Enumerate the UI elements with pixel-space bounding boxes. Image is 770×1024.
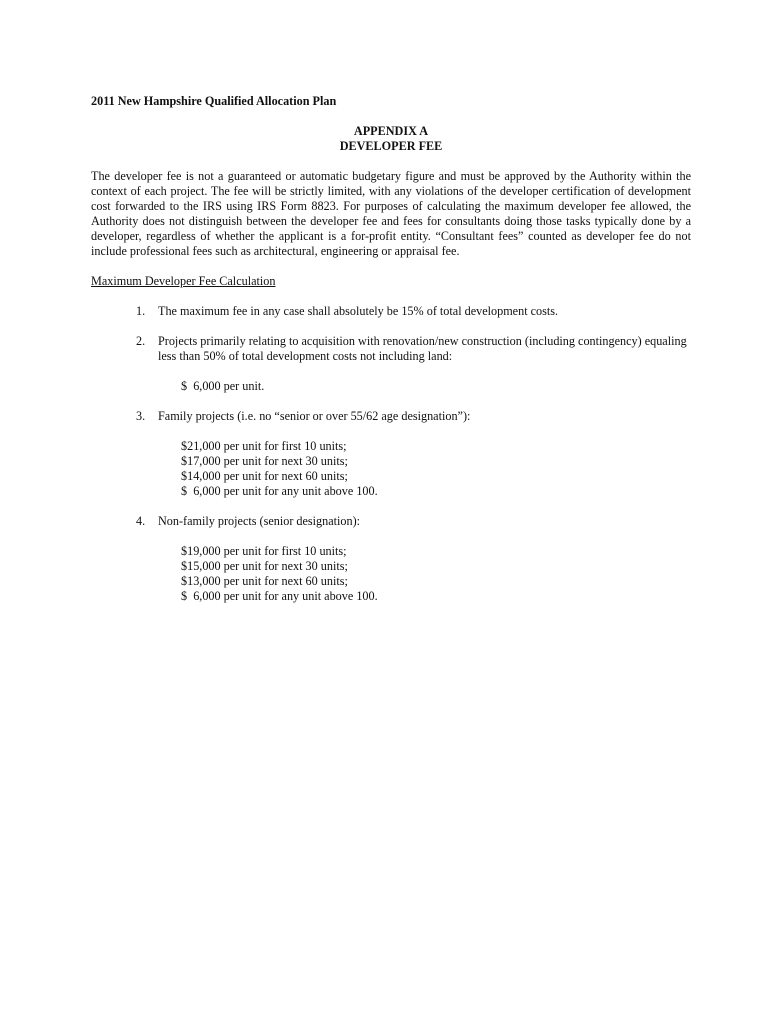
fee-line: $ 6,000 per unit for any unit above 100.: [181, 484, 378, 498]
item-number: 2.: [136, 334, 146, 348]
fee-lines: [158, 439, 691, 499]
item-text: Projects primarily relating to acquisition with renovation/new construction (including contingency) equaling less than 50% of total development costs not including land:: [158, 334, 687, 363]
list-item: [91, 334, 691, 394]
item-number: 4.: [136, 514, 146, 528]
document-title: 2011 New Hampshire Qualified Allocation Plan: [91, 94, 337, 108]
document-page: [91, 94, 691, 619]
appendix-heading: [91, 124, 691, 154]
list-item: [91, 514, 691, 604]
list-item: [91, 304, 691, 319]
item-text: The maximum fee in any case shall absolutely be 15% of total development costs.: [158, 304, 559, 318]
fee-line: $15,000 per unit for next 30 units;: [181, 559, 348, 573]
fee-lines: [158, 544, 691, 604]
appendix-title: DEVELOPER FEE: [339, 139, 443, 153]
item-text: Non-family projects (senior designation):: [158, 514, 361, 528]
intro-paragraph: The developer fee is not a guaranteed or automatic budgetary figure and must be approved by the Authority within the context of each project. The fee will be strictly limited, with any violations of the developer certification of development cost forwarded to the IRS using IRS Form 8823. For purposes of calculating the maximum developer fee allowed, the Authority does not distinguish between the developer fee and fees for consultants doing those tasks typically done by a developer, regardless of whether the applicant is a for-profit entity. “Consultant fees” counted as developer fee do not include professional fees such as architectural, engineering or appraisal fee.: [91, 169, 691, 258]
list-item: [91, 409, 691, 499]
appendix-label: APPENDIX A: [353, 124, 429, 138]
item-number: 3.: [136, 409, 146, 423]
fee-line: $14,000 per unit for next 60 units;: [181, 469, 348, 483]
section-heading: Maximum Developer Fee Calculation: [91, 274, 276, 288]
item-text: Family projects (i.e. no “senior or over 55/62 age designation”):: [158, 409, 471, 423]
fee-line: $13,000 per unit for next 60 units;: [181, 574, 348, 588]
fee-line: $17,000 per unit for next 30 units;: [181, 454, 348, 468]
fee-line: $19,000 per unit for first 10 units;: [181, 544, 347, 558]
fee-line: $21,000 per unit for first 10 units;: [181, 439, 347, 453]
item-number: 1.: [136, 304, 146, 318]
fee-list: [91, 304, 691, 604]
fee-lines: [158, 379, 691, 394]
fee-line: $ 6,000 per unit.: [181, 379, 265, 393]
fee-line: $ 6,000 per unit for any unit above 100.: [181, 589, 378, 603]
